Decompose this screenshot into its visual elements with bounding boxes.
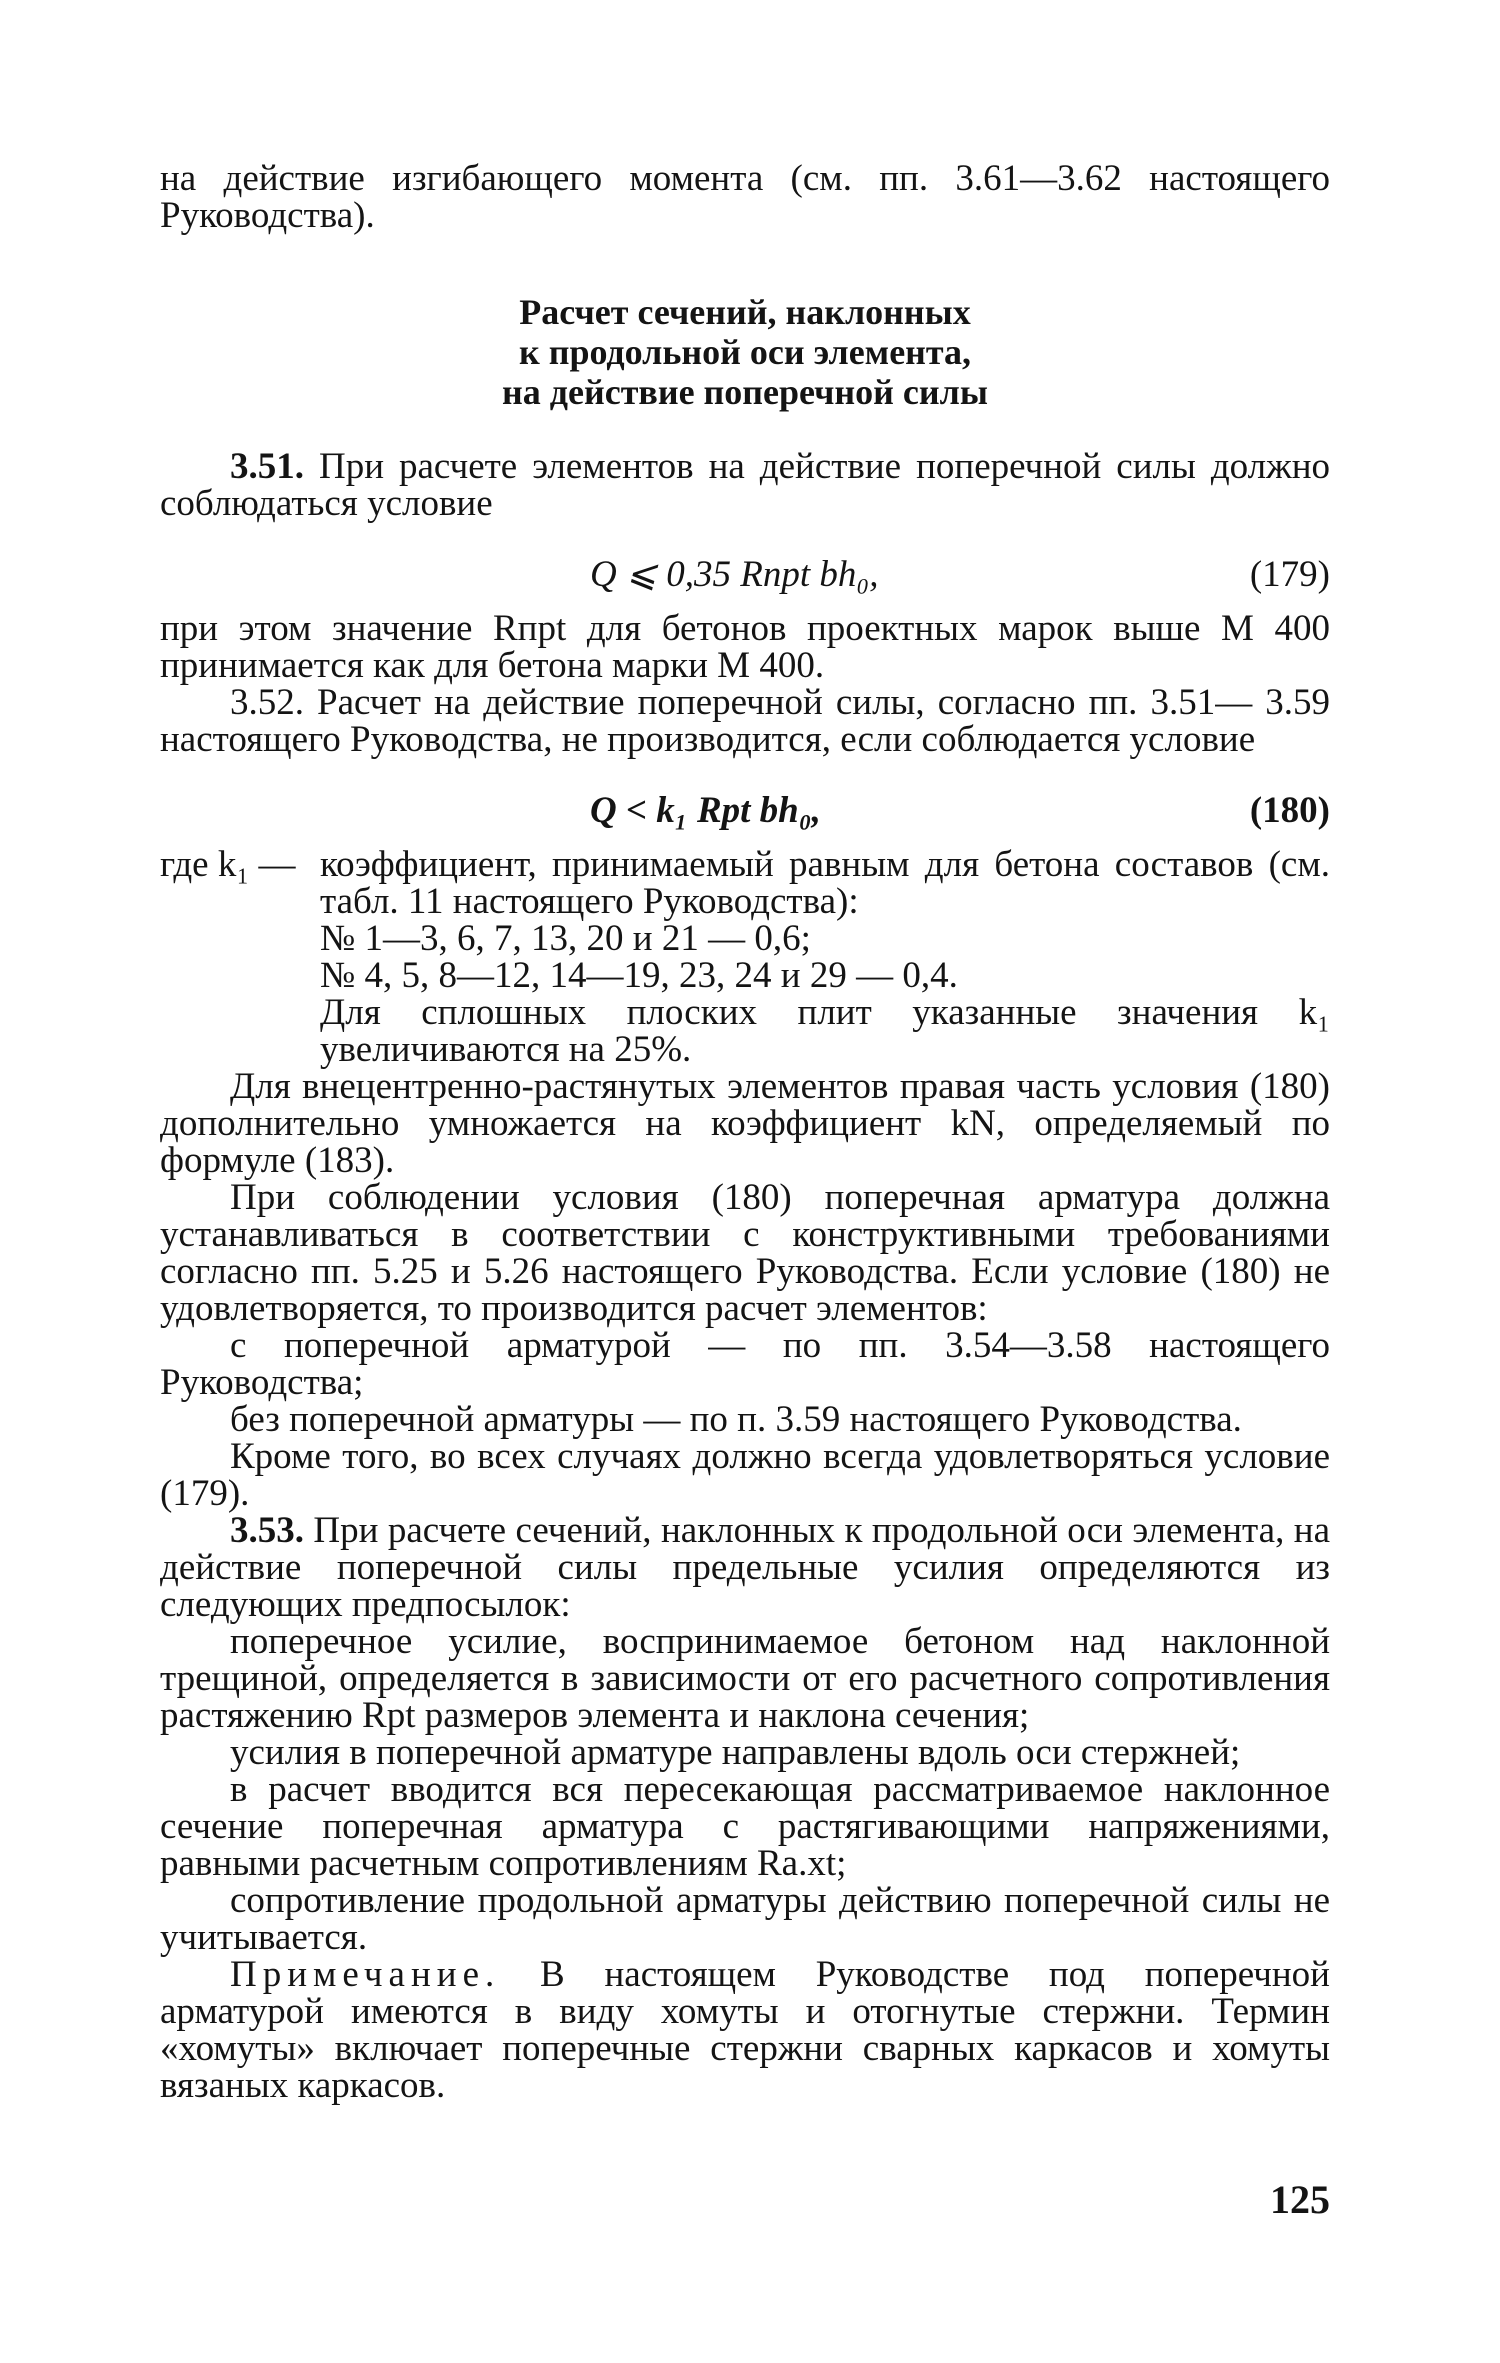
where-block (160, 846, 1330, 920)
heading-line-1: Расчет сечений, наклонных (519, 292, 971, 332)
formula-179-expression: Q ⩽ 0,35 Rпрt bh₀, (590, 554, 879, 595)
note-label: Примечание. (230, 1954, 501, 1995)
paragraph-with-reinforcement: с поперечной арматурой — по пп. 3.54—3.58 настоящего Руководства; (160, 1325, 1330, 1403)
paragraph-transverse-force: поперечное усилие, воспринимаемое бетоном над наклонной трещиной, определяется в зависимости от его расчетного сопротивления растяжению Rpt размеров элемента и наклона сечения; (160, 1621, 1330, 1736)
where-list-3: Для сплошных плоских плит указанные значения k₁ увеличиваются на 25%. (320, 992, 1330, 1070)
formula-180-number: (180) (1249, 790, 1330, 831)
page-number: 125 (1270, 2177, 1330, 2222)
clause-number-3-51: 3.51. (230, 446, 304, 487)
heading-line-2: к продольной оси элемента, (518, 332, 972, 372)
note-paragraph (160, 1956, 1330, 2104)
clause-text-3-51: При расчете элементов на действие поперечной силы должно соблюдаться условие (160, 446, 1330, 524)
paragraph-eccentric: Для внецентренно-растянутых элементов правая часть условия (180) дополнительно умножается на коэффициент kN, определяемый по формуле (183). (160, 1066, 1330, 1181)
paragraph-without-reinforcement: без поперечной арматуры — по п. 3.59 настоящего Руководства. (230, 1399, 1242, 1440)
intro-paragraph: на действие изгибающего момента (см. пп. 3.61—3.62 настоящего Руководства). (160, 158, 1330, 236)
paragraph-3-52: 3.52. Расчет на действие поперечной силы, согласно пп. 3.51— 3.59 настоящего Руководства, не производится, если соблюдается условие (160, 682, 1330, 760)
clause-number-3-53: 3.53. (230, 1510, 304, 1551)
formula-179 (160, 556, 1330, 598)
note-text: В настоящем Руководстве под поперечной арматурой имеются в виду хомуты и отогнутые стержни. Термин «хомуты» включает поперечные стержни сварных каркасов и хомуты вязаных каркасов. (160, 1954, 1330, 2106)
paragraph-3-51 (160, 448, 1330, 522)
paragraph-after-179: при этом значение Rпрt для бетонов проектных марок выше М 400 принимается как для бетона марки М 400. (160, 608, 1330, 686)
paragraph-included: в расчет вводится вся пересекающая рассматриваемое наклонное сечение поперечная арматура с растягивающими напряжениями, равными расчетным сопротивлениям Rа.хt; (160, 1769, 1330, 1884)
formula-180 (160, 792, 1330, 834)
section-heading (160, 292, 1330, 412)
formula-179-number: (179) (1249, 554, 1330, 595)
where-lead: где k₁ — (160, 844, 296, 885)
paragraph-observance: При соблюдении условия (180) поперечная арматура должна устанавливаться в соответствии с конструктивными требованиями согласно пп. 5.25 и 5.26 настоящего Руководства. Если условие (180) не удовлетворяется, то производится расчет элементов: (160, 1177, 1330, 1329)
paragraph-direction: усилия в поперечной арматуре направлены вдоль оси стержней; (230, 1732, 1241, 1773)
heading-line-3: на действие поперечной силы (502, 372, 988, 412)
paragraph-longitudinal: сопротивление продольной арматуры действию поперечной силы не учитывается. (160, 1880, 1330, 1958)
formula-180-expression: Q < k₁ Rpt bh₀, (590, 790, 821, 831)
where-definition: коэффициент, принимаемый равным для бетона составов (см. табл. 11 настоящего Руководства): (320, 844, 1330, 922)
paragraph-3-53 (160, 1512, 1330, 1623)
paragraph-besides: Кроме того, во всех случаях должно всегда удовлетворяться условие (179). (160, 1436, 1330, 1514)
page-content (160, 160, 1330, 2104)
where-list-1: № 1—3, 6, 7, 13, 20 и 21 — 0,6; (320, 918, 811, 959)
where-list-2: № 4, 5, 8—12, 14—19, 23, 24 и 29 — 0,4. (320, 955, 958, 996)
clause-text-3-53: При расчете сечений, наклонных к продольной оси элемента, на действие поперечной силы предельные усилия определяются из следующих предпосылок: (160, 1510, 1330, 1625)
